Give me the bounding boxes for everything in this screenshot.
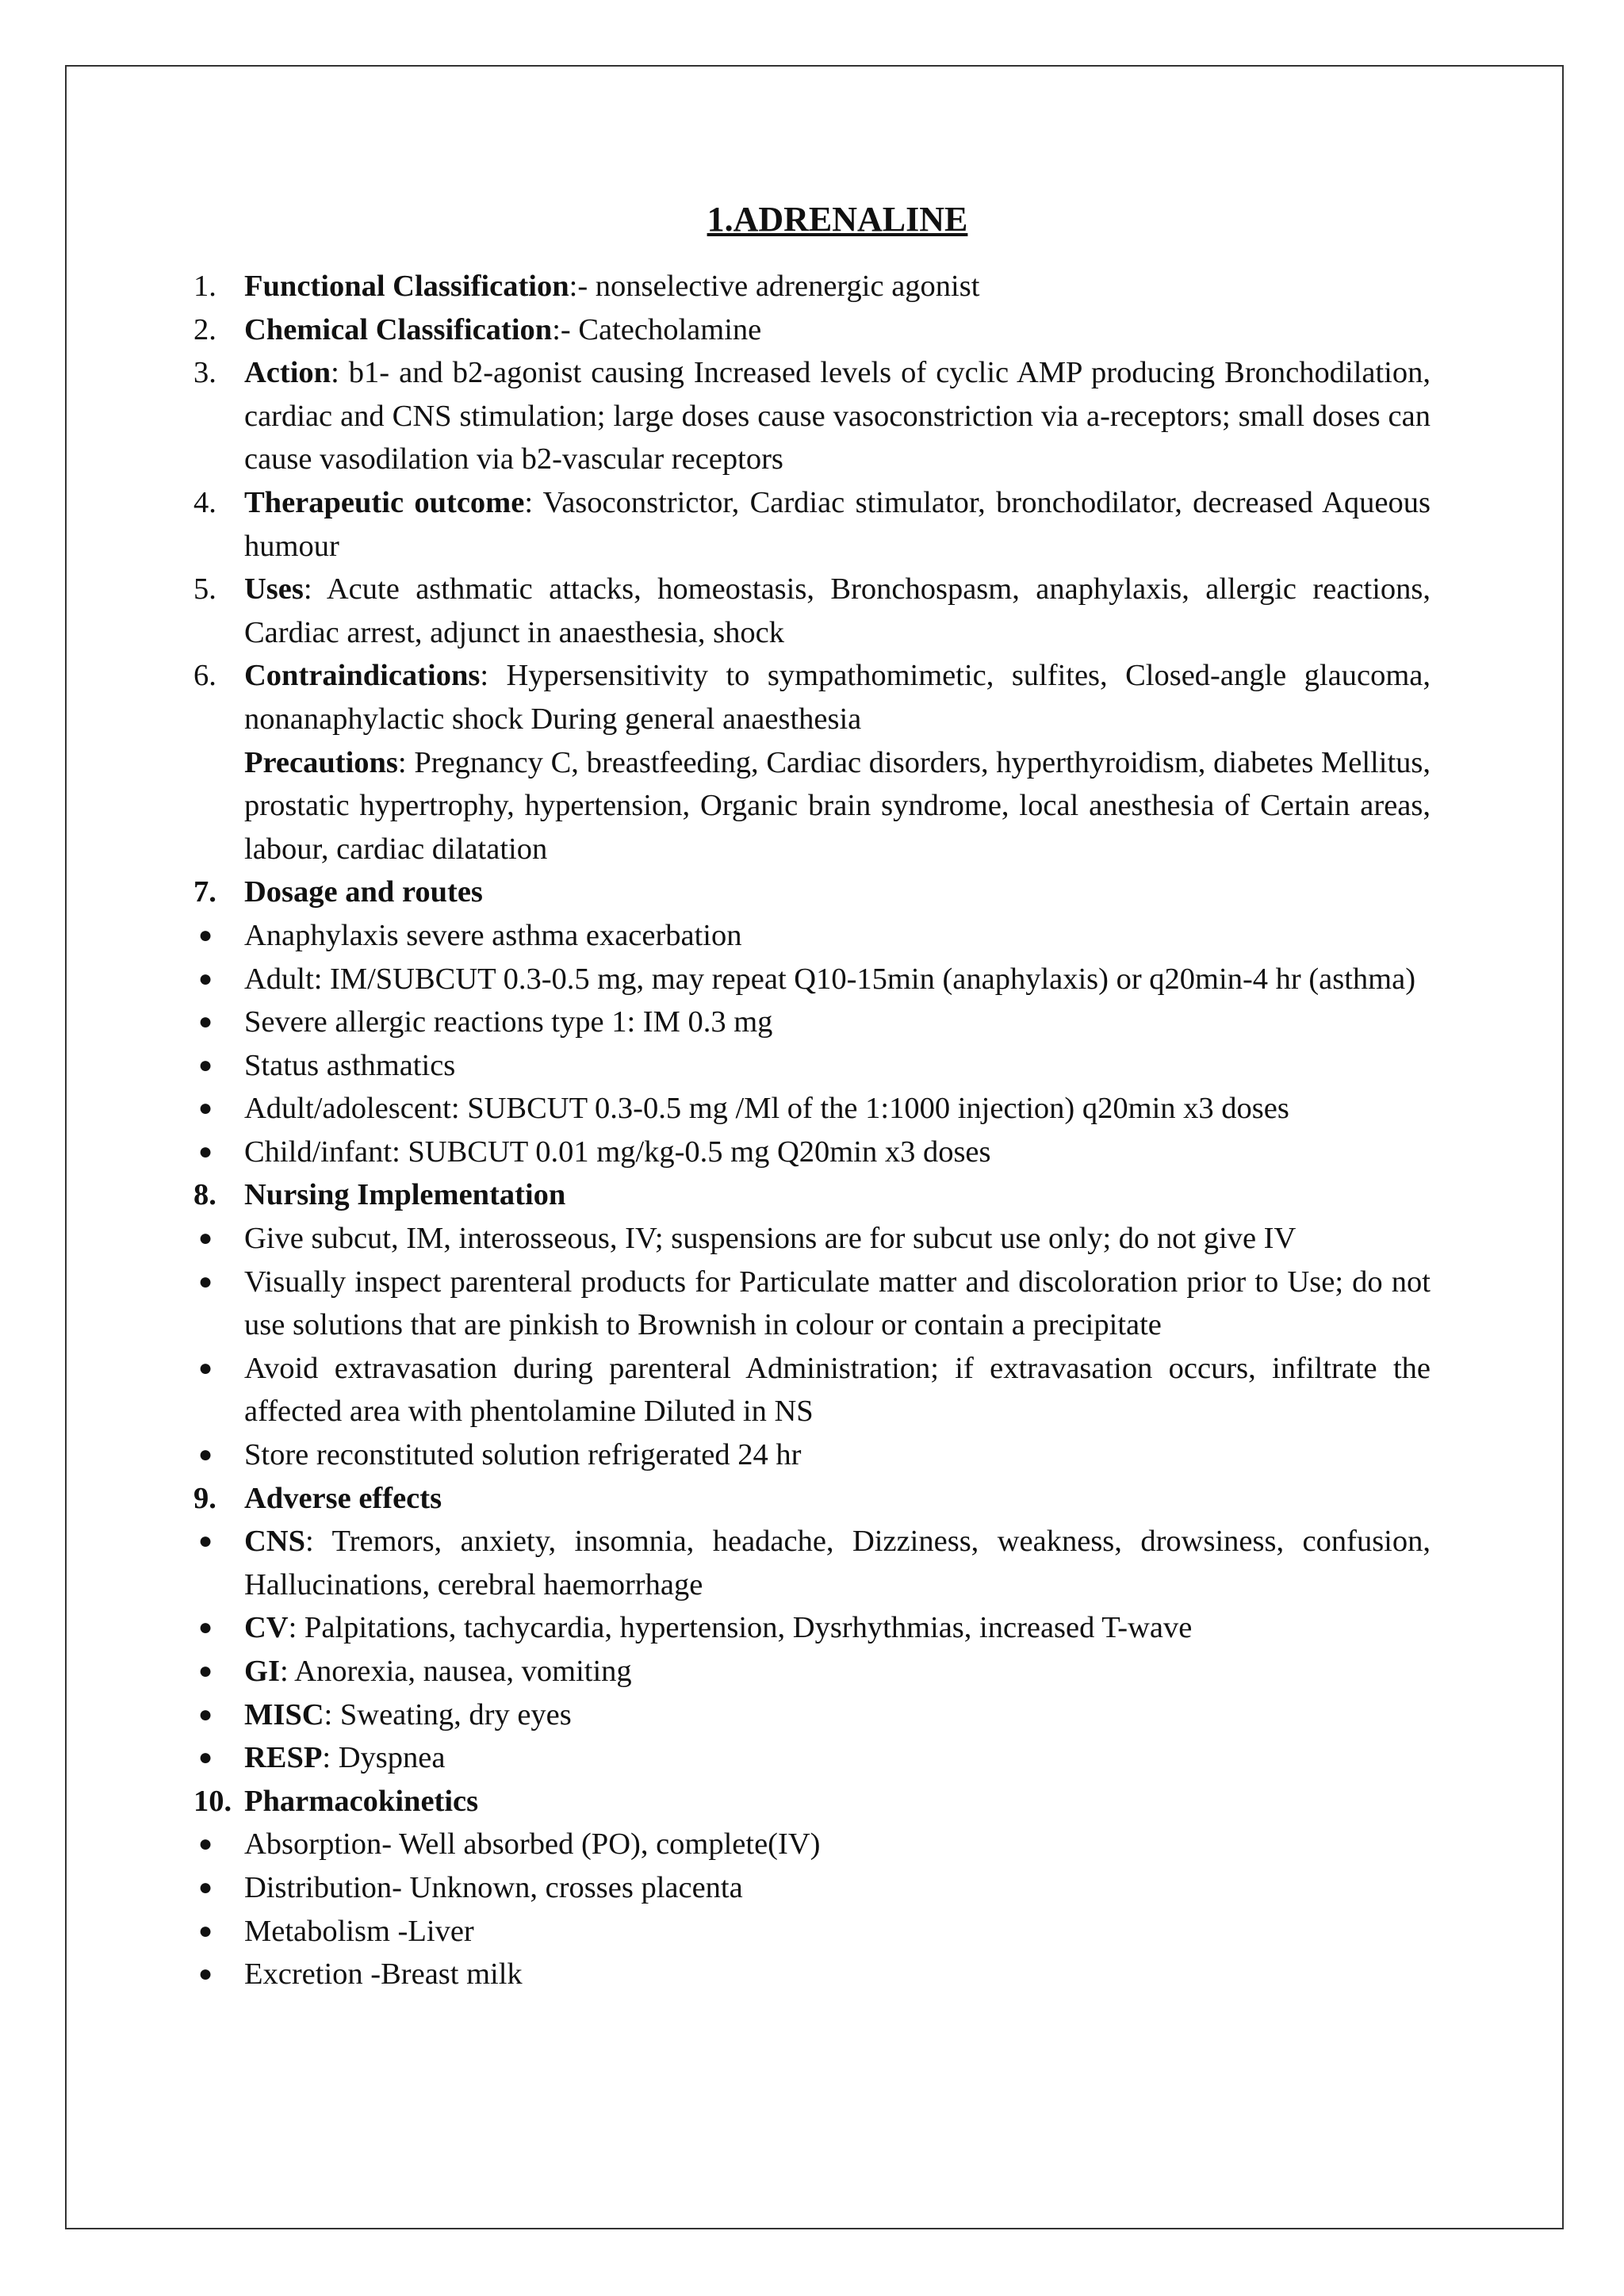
bullet-icon: ● [198,1138,213,1165]
item-therapeutic-outcome: 4. Therapeutic outcome: Vasoconstrictor, Cardiac stimulator, bronchodilator, decreased Aqueous humour [193,485,1431,563]
bullet-icon: ● [198,1225,213,1252]
page-title: 1.ADRENALINE [707,200,968,239]
bullet-icon: ● [198,1831,213,1858]
bullet-icon: ● [198,1095,213,1122]
bullet-icon: ● [198,1744,213,1771]
bullet-icon: ● [198,1354,213,1381]
bullet-icon: ● [198,1658,213,1684]
bullet-icon: ● [198,1873,213,1900]
bullet-icon: ● [198,1701,213,1728]
item-precautions: Precautions: Pregnancy C, breastfeeding, Cardiac disorders, hyperthyroidism, diabetes Mellitus, prostatic hypertrophy, hypertension, Organic brain syndrome, local anesthesia of Certain areas, labour, cardiac dilatation [244,745,1431,866]
bullet-icon: ● [198,1051,213,1078]
bullet-icon: ● [198,965,213,992]
bullet-icon: ● [198,1008,213,1035]
list-item: ● Child/infant: SUBCUT 0.01 mg/kg-0.5 mg Q20min x3 doses [244,1131,1431,1174]
bullet-icon: ● [198,1528,213,1555]
bullet-icon: ● [198,1441,213,1468]
document-body [193,193,1431,1996]
list-item: ● Anaphylaxis severe asthma exacerbation [244,914,1431,958]
list-item: ● CV: Palpitations, tachycardia, hypertension, Dysrhythmias, increased T-wave [244,1606,1431,1650]
list-item: ● Visually inspect parenteral products for Particulate matter and discoloration prior to Use; do not use solutions that are pinkish to Brownish in colour or contain a precipitate [244,1261,1431,1347]
item-chemical-classification: 2. Chemical Classification:- Catecholamine [193,312,762,346]
list-item: ● Status asthmatics [244,1044,1431,1088]
item-contraindications: 6. Contraindications: Hypersensitivity to sympathomimetic, sulfites, Closed-angle glaucoma, nonanaphylactic shock During general anaesthesia [193,659,1431,736]
item-uses: 5. Uses: Acute asthmatic attacks, homeostasis, Bronchospasm, anaphylaxis, allergic reactions, Cardiac arrest, adjunct in anaesthesia, shock [193,572,1431,649]
bullet-icon: ● [198,1268,213,1295]
list-item: ● Avoid extravasation during parenteral Administration; if extravasation occurs, infiltrate the affected area with phentolamine Diluted in NS [244,1347,1431,1433]
section-heading-pharmacokinetics: 10. Pharmacokinetics [193,1784,479,1818]
bullet-icon: ● [198,1961,213,1988]
bullet-icon: ● [198,1917,213,1944]
list-item: ● RESP: Dyspnea [244,1736,1431,1780]
list-item: ● CNS: Tremors, anxiety, insomnia, headache, Dizziness, weakness, drowsiness, confusion, Hallucinations, cerebral haemorrhage [244,1520,1431,1606]
list-item: ● MISC: Sweating, dry eyes [244,1693,1431,1737]
list-item: ● GI: Anorexia, nausea, vomiting [244,1650,1431,1693]
bullet-icon: ● [198,1614,213,1641]
list-item: ● Metabolism -Liver [244,1910,1431,1954]
list-item: ● Excretion -Breast milk [244,1953,1431,1996]
list-item: ● Store reconstituted solution refrigerated 24 hr [244,1433,1431,1477]
list-item: ● Give subcut, IM, interosseous, IV; suspensions are for subcut use only; do not give IV [244,1217,1431,1261]
section-heading-adverse-effects: 9. Adverse effects [193,1481,442,1515]
section-heading-dosage: 7. Dosage and routes [193,875,483,909]
list-item: ● Adult: IM/SUBCUT 0.3-0.5 mg, may repeat Q10-15min (anaphylaxis) or q20min-4 hr (asthma) [244,958,1431,1001]
item-functional-classification: 1. Functional Classification:- nonselective adrenergic agonist [193,270,980,303]
list-item: ● Adult/adolescent: SUBCUT 0.3-0.5 mg /Ml of the 1:1000 injection) q20min x3 doses [244,1087,1431,1131]
bullet-icon: ● [198,921,213,948]
section-heading-nursing: 8. Nursing Implementation [193,1178,566,1212]
item-action: 3. Action: b1- and b2-agonist causing Increased levels of cyclic AMP producing Bronchodilation, cardiac and CNS stimulation; large doses cause vasoconstriction via a-receptors; small doses can cause vasodilation via b2-vascular receptors [193,356,1431,476]
list-item: ● Absorption- Well absorbed (PO), complete(IV) [244,1823,1431,1866]
list-item: ● Distribution- Unknown, crosses placenta [244,1866,1431,1910]
list-item: ● Severe allergic reactions type 1: IM 0.3 mg [244,1001,1431,1044]
